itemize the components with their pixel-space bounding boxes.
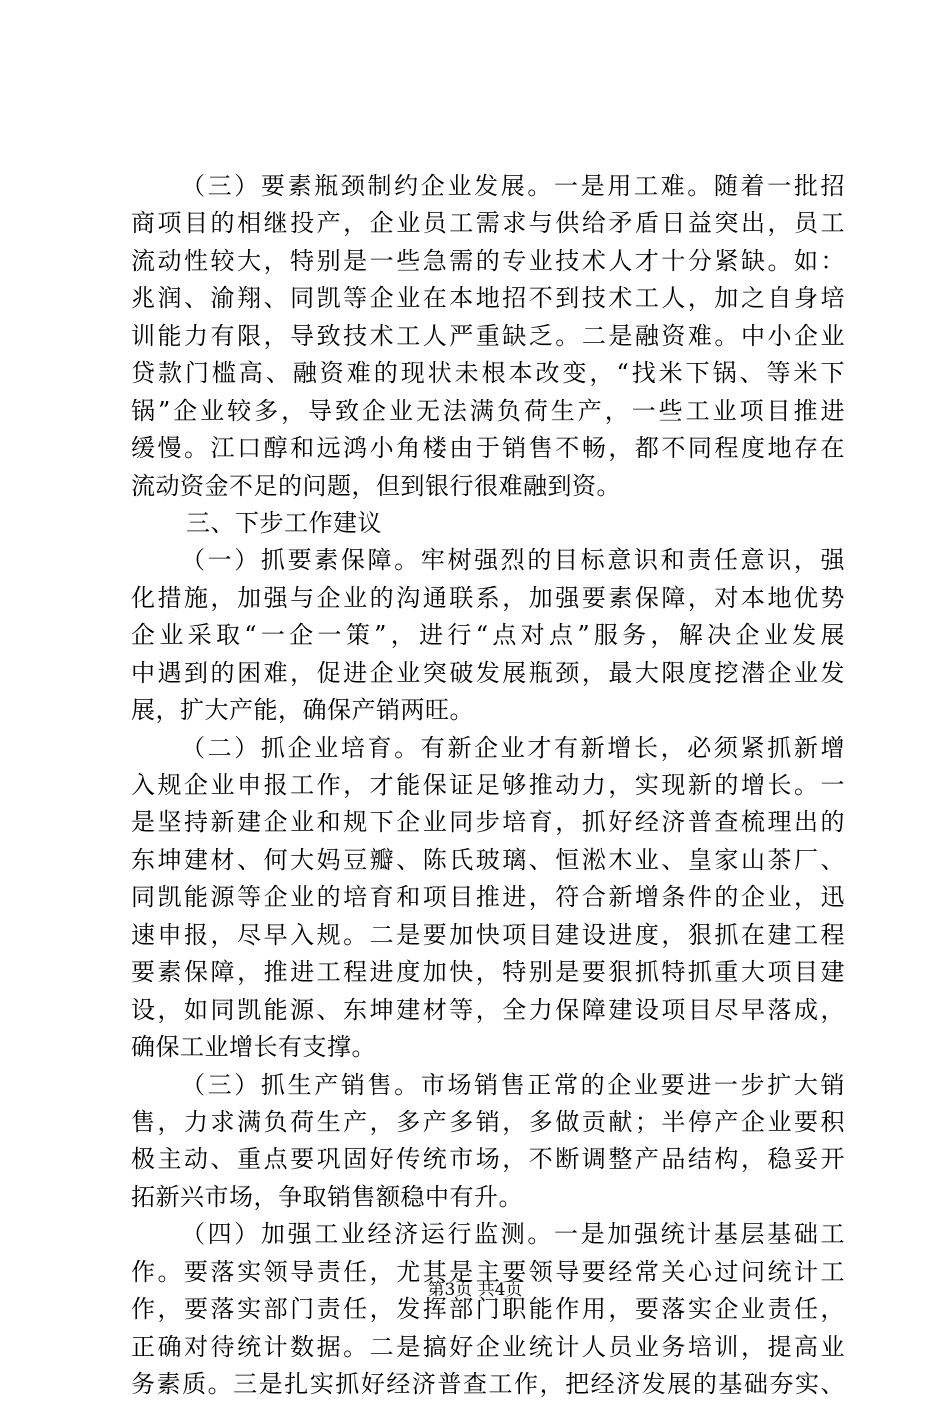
paragraph-line: 拓新兴市场，争取销售额稳中有升。 [131,1182,523,1211]
paragraph-line: 速申报，尽早入规。二是要加快项目建设进度，狠抓在建工程 [131,920,845,949]
paragraph-line: 化措施，加强与企业的沟通联系，加强要素保障，对本地优势 [131,583,845,612]
paragraph-line: 贷款门槛高、融资难的现状未根本改变，“找米下锅、等米下 [131,359,845,388]
paragraph-line: 极主动、重点要巩固好传统市场，不断调整产品结构，稳妥开 [131,1145,845,1174]
paragraph-line: 训能力有限，导致技术工人严重缺乏。二是融资难。中小企业 [131,321,845,350]
paragraph-line: 务素质。三是扎实抓好经济普查工作，把经济发展的基础夯实、 [131,1370,845,1398]
paragraph-line: 设，如同凯能源、东坤建材等，全力保障建设项目尽早落成， [131,995,845,1024]
paragraph-line: 中遇到的困难，促进企业突破发展瓶颈，最大限度挖潜企业发 [131,658,845,687]
paragraph-line: 入规企业申报工作，才能保证足够推动力，实现新的增长。一 [131,771,845,799]
paragraph-line: （一）抓要素保障。牢树强烈的目标意识和责任意识，强 [181,546,845,575]
paragraph-line: 确保工业增长有支撑。 [131,1033,376,1062]
paragraph-line: （二）抓企业培育。有新企业才有新增长，必须紧抓新增 [181,733,845,762]
paragraph-line: （三）抓生产销售。市场销售正常的企业要进一步扩大销 [181,1070,845,1099]
paragraph-line: 要素保障，推进工程进度加快，特别是要狠抓特抓重大项目建 [131,958,845,987]
paragraph-line: 展，扩大产能，确保产销两旺。 [131,696,474,725]
paragraph-line: 是坚持新建企业和规下企业同步培育，抓好经济普查梳理出的 [131,808,845,837]
section-heading: 三、下步工作建议 [186,508,382,537]
document-body [131,168,845,1403]
paragraph-line: 流动资金不足的问题，但到银行很难融到资。 [131,471,621,500]
paragraph-line: 同凯能源等企业的培育和项目推进，符合新增条件的企业，迅 [131,883,845,912]
paragraph-line: 作。要落实领导责任，尤其是主要领导要经常关心过问统计工 [131,1257,845,1286]
paragraph-line: 锅”企业较多，导致企业无法满负荷生产，一些工业项目推进 [131,396,845,425]
paragraph-line: 企业采取“一企一策”，进行“点对点”服务，解决企业发展 [131,621,845,650]
page-footer: 第3页 共4页 [427,1280,523,1300]
paragraph-line: 售，力求满负荷生产，多产多销，多做贡献；半停产企业要积 [131,1107,845,1136]
paragraph-line: 东坤建材、何大妈豆瓣、陈氏玻璃、恒淞木业、皇家山茶厂、 [131,845,845,874]
paragraph-line: 缓慢。江口醇和远鸿小角楼由于销售不畅，都不同程度地存在 [131,434,845,463]
paragraph-line: 兆润、渝翔、同凯等企业在本地招不到技术工人，加之自身培 [131,284,845,313]
paragraph-line: （四）加强工业经济运行监测。一是加强统计基层基础工 [181,1220,845,1249]
paragraph-line: 正确对待统计数据。二是搞好企业统计人员业务培训，提高业 [131,1332,845,1361]
paragraph-line: 商项目的相继投产，企业员工需求与供给矛盾日益突出，员工 [131,209,845,238]
paragraph-line: 流动性较大，特别是一些急需的专业技术人才十分紧缺。如： [131,246,845,275]
paragraph-line: 作，要落实部门责任，发挥部门职能作用，要落实企业责任， [131,1295,845,1324]
paragraph-line: （三）要素瓶颈制约企业发展。一是用工难。随着一批招 [181,172,845,200]
